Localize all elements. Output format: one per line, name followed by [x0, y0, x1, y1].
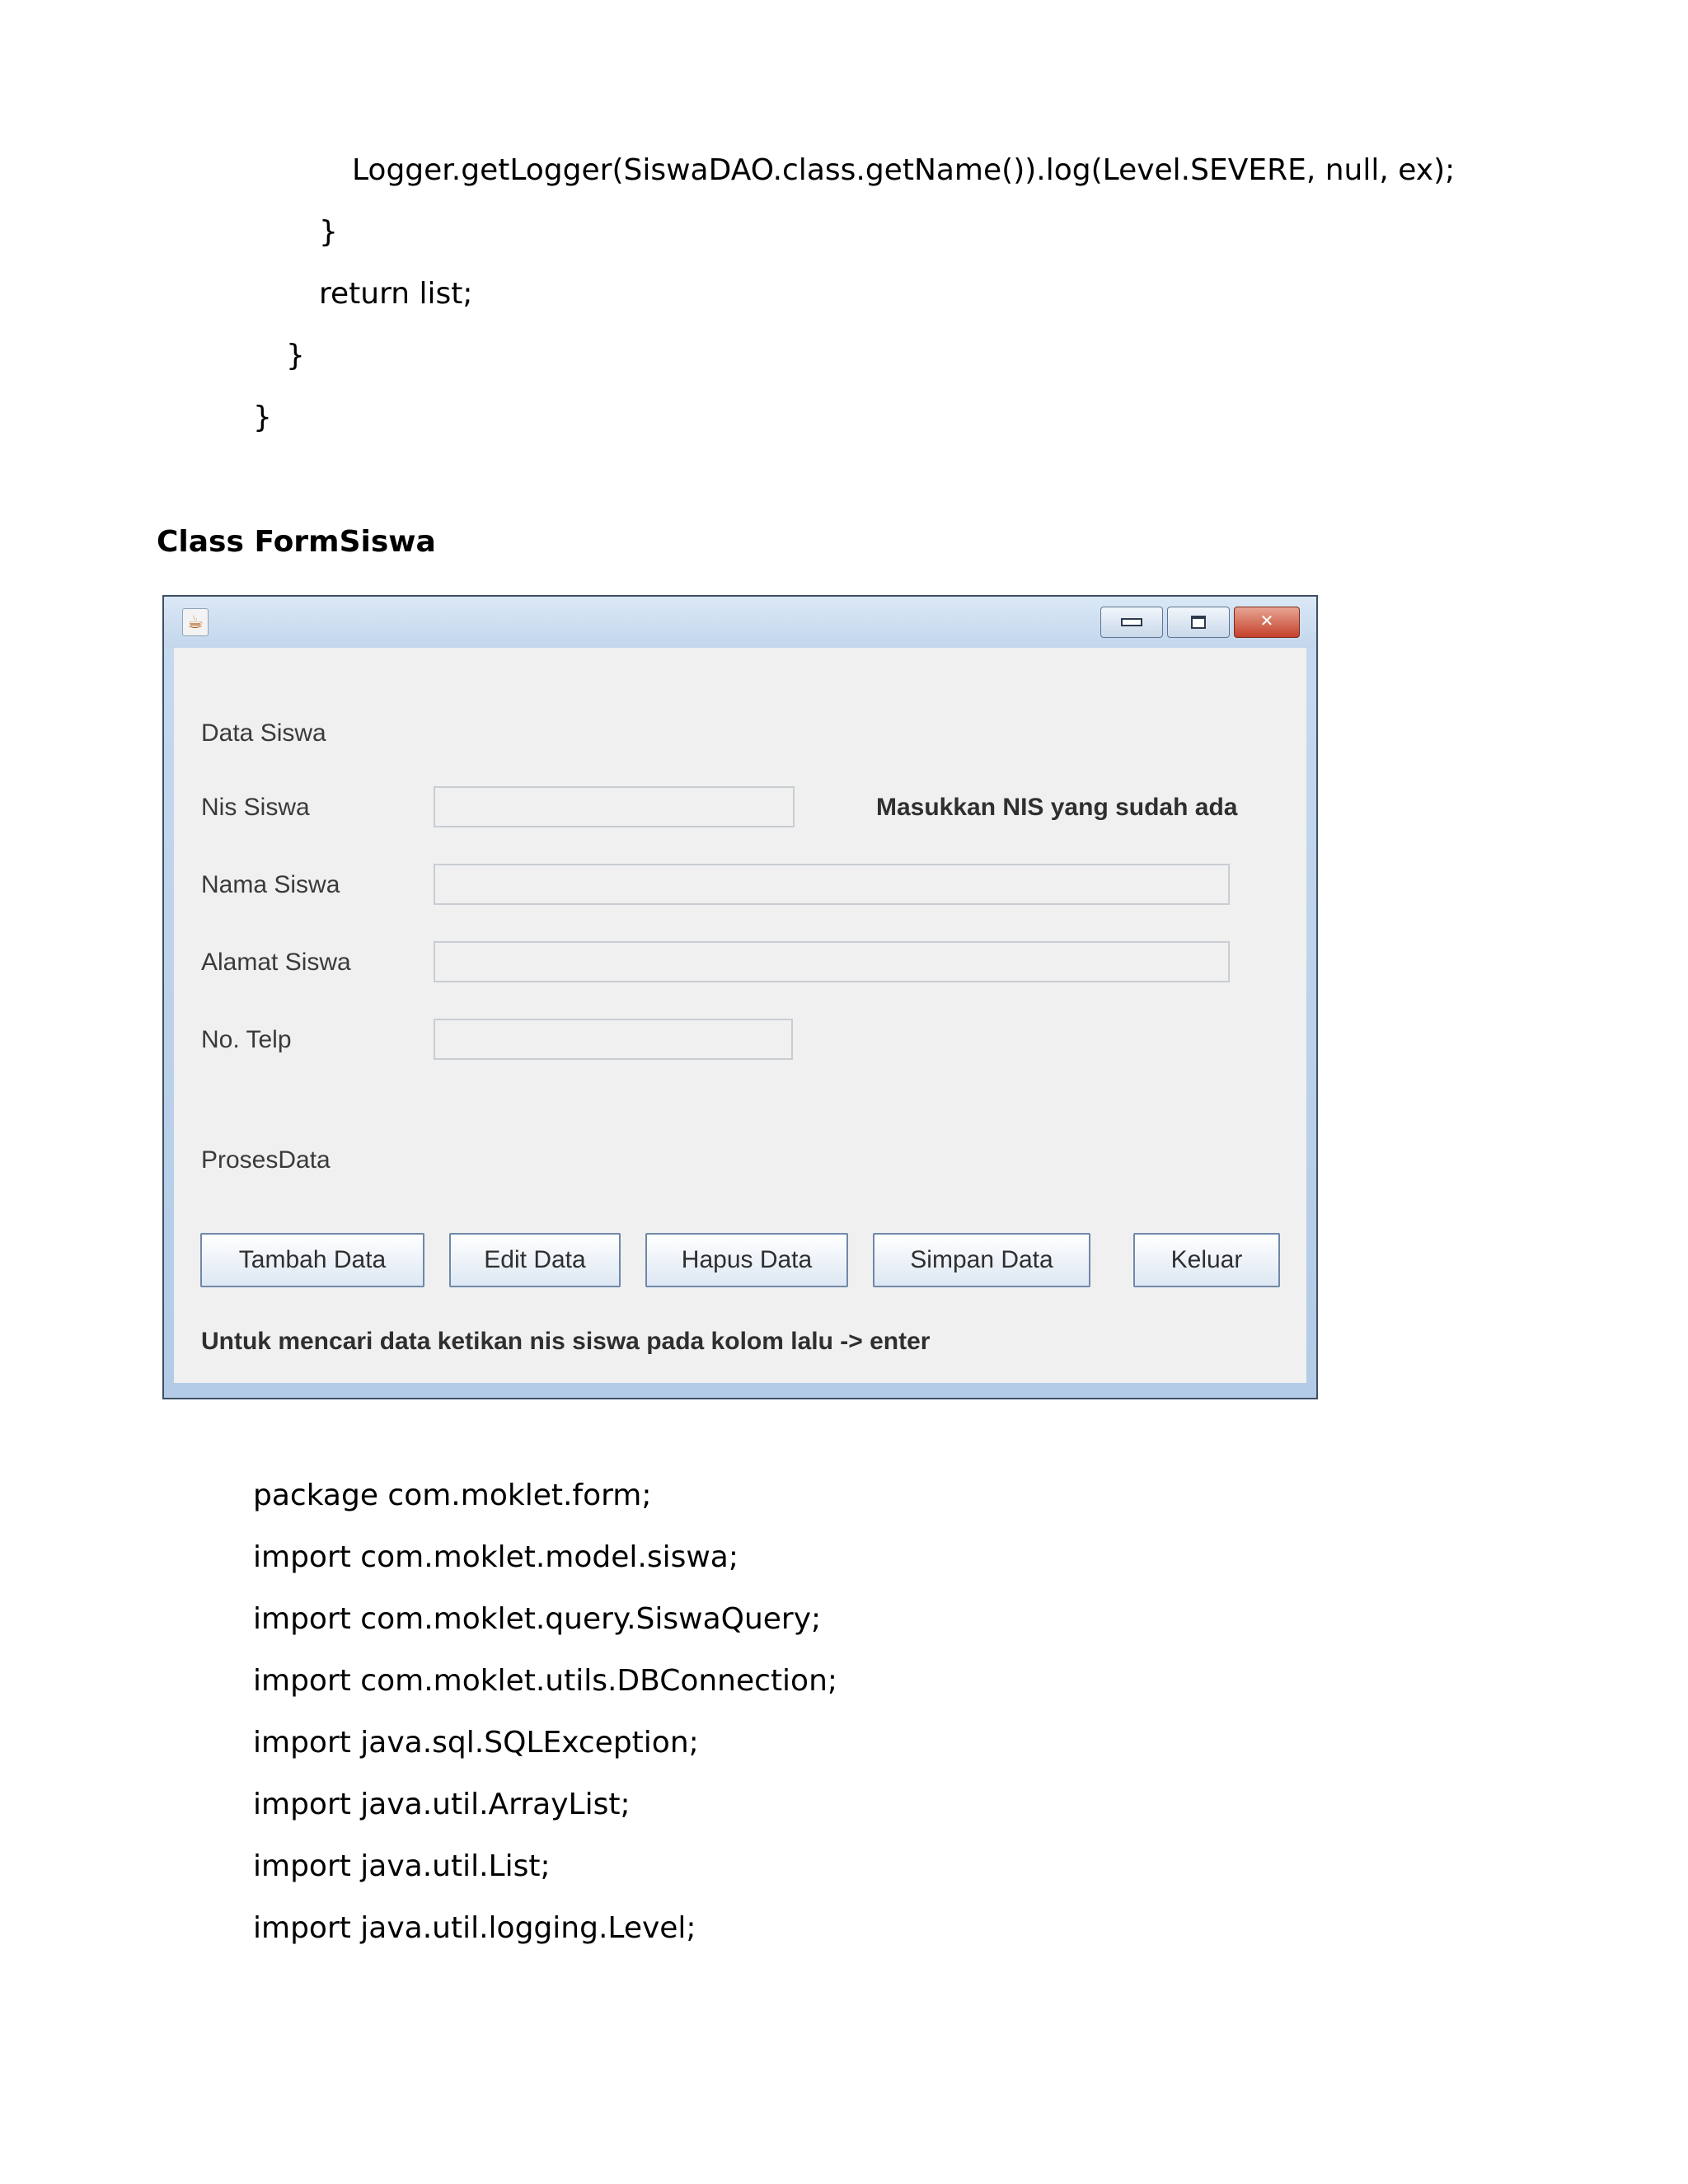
nis-label: Nis Siswa	[201, 794, 310, 821]
java-cup-icon: ☕	[182, 608, 209, 636]
code-line: import java.sql.SQLException;	[253, 1726, 699, 1760]
telp-label: No. Telp	[201, 1026, 292, 1053]
code-line: Logger.getLogger(SiswaDAO.class.getName()).log(Level.SEVERE, null, ex);	[352, 153, 1456, 187]
search-hint: Untuk mencari data ketikan nis siswa pada kolom lalu -> enter	[201, 1328, 931, 1355]
code-line: return list;	[319, 277, 473, 311]
section-title-data-siswa: Data Siswa	[201, 719, 326, 747]
nama-label: Nama Siswa	[201, 871, 340, 898]
maximize-icon	[1191, 616, 1206, 629]
nis-hint: Masukkan NIS yang sudah ada	[876, 794, 1238, 821]
tambah-data-button[interactable]: Tambah Data	[200, 1233, 424, 1287]
code-line: import com.moklet.query.SiswaQuery;	[253, 1602, 822, 1636]
simpan-data-button[interactable]: Simpan Data	[873, 1233, 1090, 1287]
code-line: import java.util.List;	[253, 1849, 551, 1883]
edit-data-button[interactable]: Edit Data	[449, 1233, 621, 1287]
alamat-field[interactable]	[434, 941, 1230, 982]
code-line: }	[253, 401, 272, 434]
keluar-button[interactable]: Keluar	[1133, 1233, 1280, 1287]
nis-field[interactable]	[434, 786, 795, 827]
code-line: }	[286, 339, 305, 373]
minimize-icon	[1121, 618, 1142, 626]
window-titlebar[interactable]	[164, 597, 1316, 648]
code-line: import java.util.ArrayList;	[253, 1788, 631, 1821]
telp-field[interactable]	[434, 1019, 793, 1060]
code-line: package com.moklet.form;	[253, 1479, 652, 1512]
close-icon: ✕	[1259, 612, 1274, 630]
form-siswa-window	[162, 595, 1318, 1399]
close-button[interactable]	[1234, 607, 1300, 638]
maximize-button[interactable]	[1167, 607, 1230, 638]
code-line: }	[319, 215, 338, 249]
code-line: import com.moklet.utils.DBConnection;	[253, 1664, 838, 1698]
minimize-button[interactable]	[1100, 607, 1163, 638]
form-content	[174, 648, 1306, 1383]
hapus-data-button[interactable]: Hapus Data	[645, 1233, 848, 1287]
code-line: import java.util.logging.Level;	[253, 1911, 696, 1945]
alamat-label: Alamat Siswa	[201, 949, 351, 976]
section-heading: Class FormSiswa	[157, 525, 436, 559]
code-line: import com.moklet.model.siswa;	[253, 1540, 738, 1574]
nama-field[interactable]	[434, 864, 1230, 905]
section-title-proses-data: ProsesData	[201, 1146, 331, 1174]
